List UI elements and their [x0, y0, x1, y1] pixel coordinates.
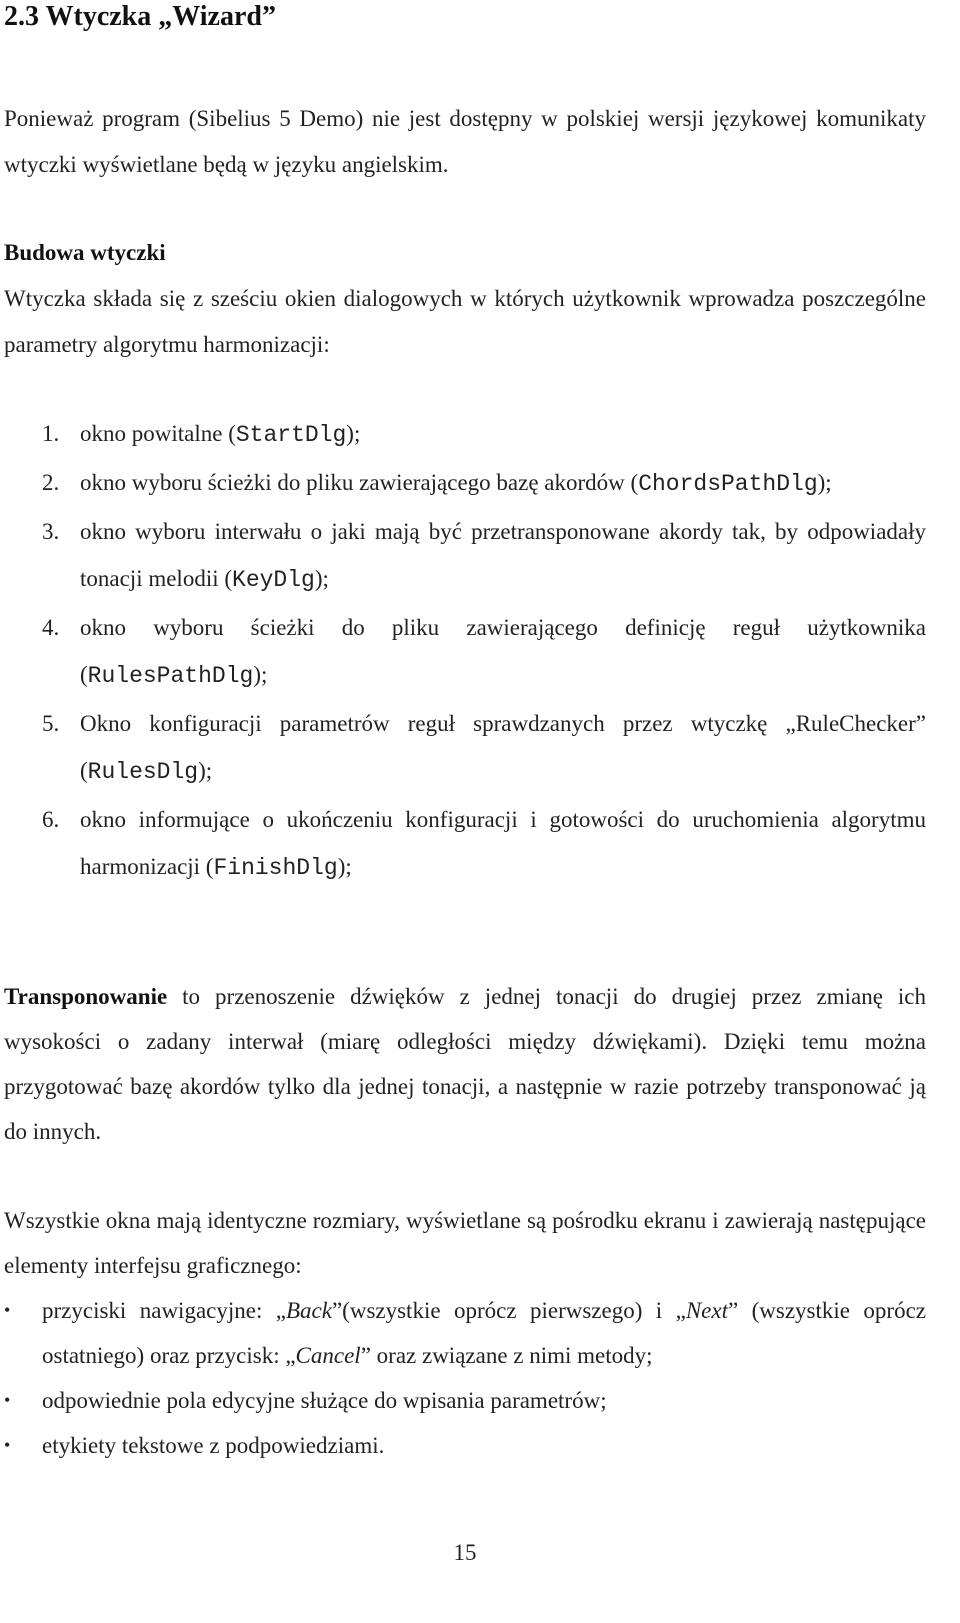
- transposition-text: to przenoszenie dźwięków z jednej tonacji do drugiej przez zmianę ich wysokości o zadany interwał (miarę odległości między dźwiękami). Dzięki temu można przygotować bazę akordów tylko dla jednej tonacji, a następnie w razie potrzeby transponować ją do innych.: [4, 984, 926, 1144]
- structure-paragraph: [4, 230, 926, 368]
- list-item: 4. okno wyboru ścieżki do pliku zawierającego definicję reguł użytkownika (RulesPathDlg);: [42, 604, 926, 700]
- list-item-number: 4.: [42, 615, 60, 640]
- list-item-number: 3.: [42, 519, 60, 544]
- dialog-list: [42, 410, 926, 892]
- bullet-icon: •: [4, 1300, 11, 1320]
- interface-elements-list: [4, 1288, 926, 1468]
- next-label: Next: [685, 1298, 728, 1323]
- list-item-number: 5.: [42, 711, 60, 736]
- list-item: • przyciski nawigacyjne: „Back”(wszystkie oprócz pierwszego) i „Next” (wszystkie oprócz ostatniego) oraz przycisk: „Cancel” oraz związane z nimi metody;: [4, 1288, 926, 1378]
- list-item: 2. okno wyboru ścieżki do pliku zawierającego bazę akordów (ChordsPathDlg);: [42, 459, 926, 508]
- bullet-icon: •: [4, 1435, 11, 1455]
- list-item-number: 1.: [42, 421, 60, 446]
- list-item: 6. okno informujące o ukończeniu konfiguracji i gotowości do uruchomienia algorytmu harmonizacji (FinishDlg);: [42, 796, 926, 892]
- list-item-number: 2.: [42, 470, 60, 495]
- intro-paragraph: Ponieważ program (Sibelius 5 Demo) nie jest dostępny w polskiej wersji językowej komunikaty wtyczki wyświetlane będą w języku angielskim.: [4, 106, 926, 177]
- list-item-number: 6.: [42, 807, 60, 832]
- list-item: • odpowiednie pola edycyjne służące do wpisania parametrów;: [4, 1378, 926, 1423]
- list-item: 1. okno powitalne (StartDlg);: [42, 410, 926, 459]
- structure-text: Wtyczka składa się z sześciu okien dialogowych w których użytkownik wprowadza poszczególne parametry algorytmu harmonizacji:: [4, 286, 926, 357]
- transposition-term: Transponowanie: [4, 984, 168, 1009]
- structure-title: Budowa wtyczki: [4, 240, 166, 265]
- dialog-code-name: ChordsPathDlg: [638, 471, 818, 497]
- list-item: 3. okno wyboru interwału o jaki mają być przetransponowane akordy tak, by odpowiadały tonacji melodii (KeyDlg);: [42, 508, 926, 604]
- windows-paragraph: Wszystkie okna mają identyczne rozmiary, wyświetlane są pośrodku ekranu i zawierają następujące elementy interfejsu graficznego:: [4, 1208, 926, 1278]
- list-item: • etykiety tekstowe z podpowiedziami.: [4, 1423, 926, 1468]
- dialog-code-name: FinishDlg: [213, 855, 338, 881]
- bullet-icon: •: [4, 1390, 11, 1410]
- dialog-code-name: KeyDlg: [232, 567, 315, 593]
- dialog-code-name: StartDlg: [235, 422, 347, 448]
- list-item: 5. Okno konfiguracji parametrów reguł sprawdzanych przez wtyczkę „RuleChecker” (RulesDlg);: [42, 700, 926, 796]
- cancel-label: Cancel: [295, 1343, 361, 1368]
- back-label: Back: [286, 1298, 332, 1323]
- page-number: 15: [453, 1540, 477, 1565]
- dialog-code-name: RulesDlg: [87, 759, 199, 785]
- transposition-paragraph: [4, 974, 926, 1154]
- dialog-code-name: RulesPathDlg: [87, 663, 254, 689]
- section-heading: 2.3 Wtyczka „Wizard”: [4, 1, 276, 32]
